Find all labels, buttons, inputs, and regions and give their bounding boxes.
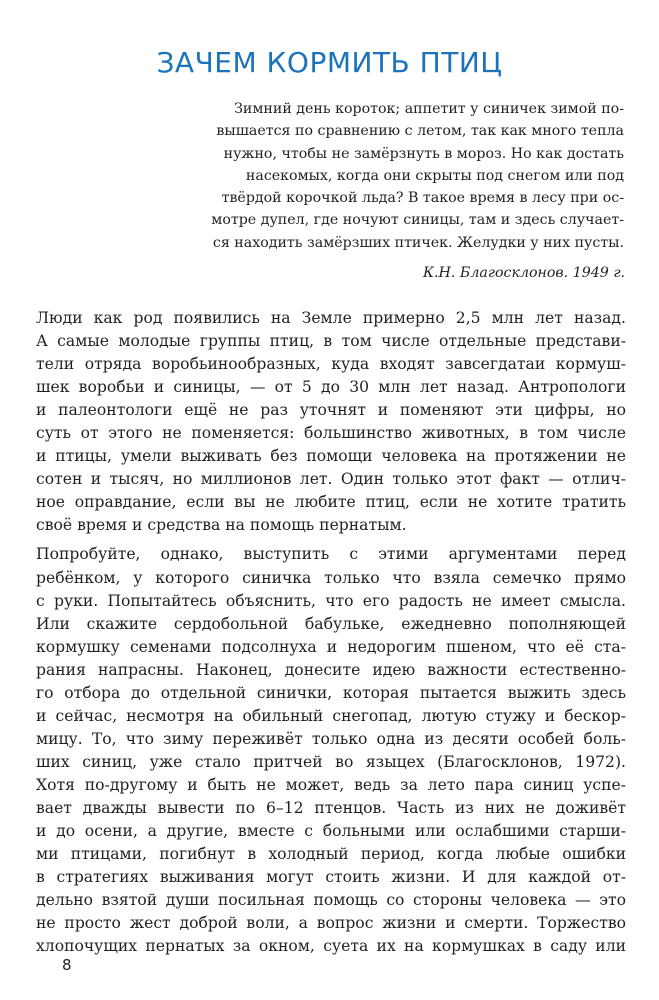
text-line: своё время и средства на помощь пернатым. [36,516,407,535]
text-line: А самые молодые группы птиц, в том числе отдельные представи- [36,332,626,351]
text-line: и палеонтологи ещё не раз уточнят и поменяют эти цифры, но [36,401,626,420]
text-line: рания напрасны. Наконец, донесите идею важности естественно- [36,660,626,679]
paragraph-1 [36,307,626,537]
epigraph-line: нужно, чтобы не замёрзнуть в мороз. Но как достать [223,145,624,162]
text-line: мицу. То, что зиму переживёт только одна из десяти особей боль- [36,729,626,748]
text-line: шек воробьи и синицы, — от 5 до 30 млн лет назад. Антропологи [36,378,626,397]
text-line: и птицы, умели выживать без помощи человека на протяжении не [36,447,626,466]
epigraph-attribution: К.Н. Благосклонов. 1949 г. [423,265,625,281]
text-line: и до осени, а другие, вместе с больными или ослабшими старши- [36,822,626,841]
text-line: в стратегиях выживания могут стоить жизни. И для каждой от- [36,868,626,887]
text-line: кормушку семенами подсолнуха и недорогим пшеном, что её ста- [36,637,626,656]
text-line: с руки. Попытайтесь объяснить, что его радость не имеет смысла. [36,591,626,610]
epigraph-line: ся находить замёрзших птичек. Желудки у них пусты. [212,234,624,251]
text-line: Или скажите сердобольной бабульке, ежедневно пополняющей [36,614,626,633]
text-line: не просто жест доброй воли, а вопрос жизни и смерти. Торжество [36,914,626,933]
text-line: и сейчас, несмотря на обильный снегопад, лютую стужу и бескор- [36,706,626,725]
epigraph-line: насекомых, когда они скрыты под снегом или под [245,167,624,184]
text-line: Попробуйте, однако, выступить с этими аргументами перед [36,545,626,564]
text-line: го отбора до отдельной синички, которая пытается выжить здесь [36,683,626,702]
body-text [36,307,626,958]
epigraph-line: Зимний день короток; аппетит у синичек зимой по- [234,101,624,117]
paragraph-2 [36,543,626,958]
text-line: ми птицами, погибнут в холодный период, когда любые ошибки [36,845,626,864]
text-line: дельно взятой души посильная помощь со стороны человека — это [36,891,626,910]
text-line: Люди как род появились на Земле примерно 2,5 млн лет назад. [36,309,626,327]
text-line: ное оправдание, если вы не любите птиц, если не хотите тратить [36,493,626,512]
text-line: тели отряда воробьинообразных, куда входят завсегдатаи кормуш- [36,355,626,374]
text-line: суть от этого не поменяется: большинство животных, в том числе [36,424,626,443]
epigraph-line: вышается по сравнению с летом, так как много тепла [216,123,624,140]
epigraph-line: мотре дупел, где ночуют синицы, там и здесь случает- [211,212,624,229]
text-line: хлопочущих пернатых за окном, суета их на кормушках в саду или [36,937,626,956]
text-line: вает дважды вывести по 6–12 птенцов. Часть из них не доживёт [36,798,626,817]
epigraph-line: твёрдой корочкой льда? В такое время в лесу при ос- [221,190,624,207]
text-line: сотен и тысяч, но миллионов лет. Один только этот факт — отлич- [36,470,626,489]
text-line: Хотя по-другому и быть не может, ведь за лето пара синиц успе- [36,775,626,794]
text-line: ребёнком, у которого синичка только что взяла семечко прямо [36,568,626,587]
page-number: 8 [62,956,72,974]
page-title: ЗАЧЕМ КОРМИТЬ ПТИЦ [156,46,503,79]
text-line: ших синиц, уже стало притчей во языцех (Благосклонов, 1972). [36,752,626,771]
epigraph [200,98,624,254]
